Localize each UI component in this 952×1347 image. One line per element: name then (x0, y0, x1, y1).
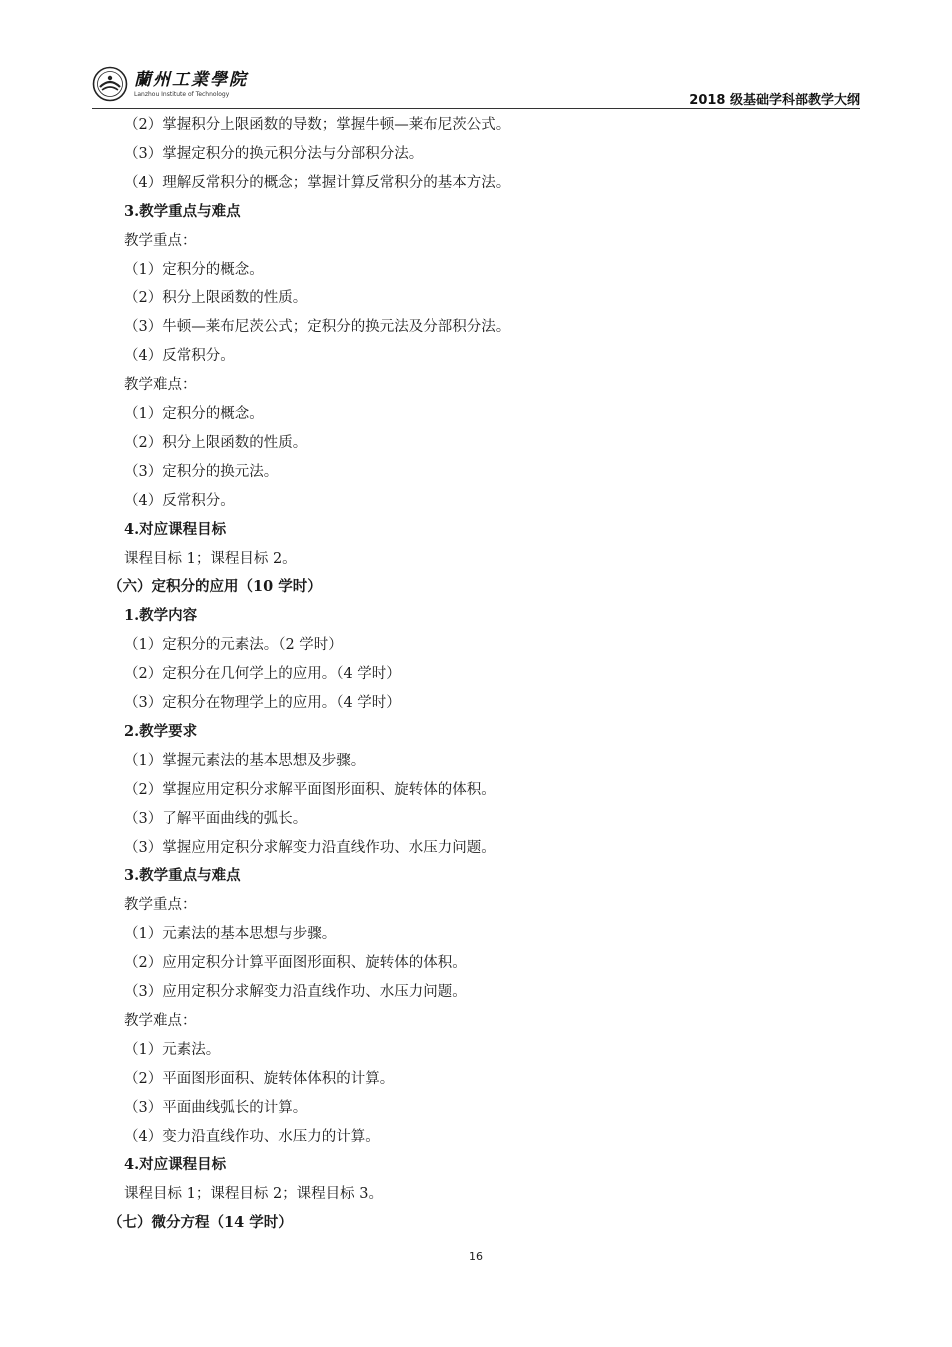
section-heading: 1.教学内容 (124, 607, 198, 624)
body-text-line: （2）积分上限函数的性质。 (124, 290, 308, 306)
section-heading: （七）微分方程（14 学时） (108, 1214, 293, 1231)
body-text-line: （4）反常积分。 (124, 348, 235, 364)
section-heading: 4.对应课程目标 (124, 521, 227, 538)
body-text-line: 教学难点： (124, 1013, 197, 1029)
body-text-line: （2）定积分在几何学上的应用。（4 学时） (124, 666, 401, 682)
body-text-line: 教学重点： (124, 897, 197, 913)
body-text-line: （1）定积分的元素法。（2 学时） (124, 637, 343, 653)
body-text-line: （2）应用定积分计算平面图形面积、旋转体的体积。 (124, 955, 467, 971)
body-text-line: （1）元素法。 (124, 1042, 221, 1058)
body-text-line: （3）平面曲线弧长的计算。 (124, 1100, 308, 1116)
body-text-line: （2）掌握应用定积分求解平面图形面积、旋转体的体积。 (124, 782, 496, 798)
section-heading: （六）定积分的应用（10 学时） (108, 578, 322, 595)
body-text-line: （4）变力沿直线作功、水压力的计算。 (124, 1129, 380, 1145)
body-text-line: （2）掌握积分上限函数的导数；掌握牛顿—莱布尼茨公式。 (124, 117, 511, 133)
body-text-line: （4）反常积分。 (124, 493, 235, 509)
body-text-line: （2）平面图形面积、旋转体体积的计算。 (124, 1071, 395, 1087)
body-text-line: 课程目标 1；课程目标 2；课程目标 3。 (124, 1186, 384, 1202)
institution-logo (92, 66, 248, 102)
body-text-line: （3）掌握应用定积分求解变力沿直线作功、水压力问题。 (124, 840, 496, 856)
header-divider (92, 108, 860, 109)
body-text-line: （3）掌握定积分的换元积分法与分部积分法。 (124, 146, 424, 162)
body-text-line: 教学难点： (124, 377, 197, 393)
logo-chinese-name: 蘭州工業學院 (134, 69, 248, 90)
emblem-icon (92, 66, 128, 102)
body-text-line: （3）定积分的换元法。 (124, 464, 279, 480)
body-text-line: （3）了解平面曲线的弧长。 (124, 811, 308, 827)
body-text-line: 课程目标 1；课程目标 2。 (124, 551, 297, 567)
body-text-line: （1）定积分的概念。 (124, 406, 264, 422)
body-text-line: （1）元素法的基本思想与步骤。 (124, 926, 337, 942)
section-heading: 3.教学重点与难点 (124, 867, 241, 884)
document-title: 2018 级基础学科部教学大纲 (689, 93, 860, 108)
page-number: 16 (469, 1250, 483, 1263)
body-text-line: （3）牛顿—莱布尼茨公式；定积分的换元法及分部积分法。 (124, 319, 511, 335)
body-text-line: （3）应用定积分求解变力沿直线作功、水压力问题。 (124, 984, 467, 1000)
body-text-line: （4）理解反常积分的概念；掌握计算反常积分的基本方法。 (124, 175, 511, 191)
section-heading: 2.教学要求 (124, 723, 198, 740)
page-header (0, 0, 952, 110)
body-text-line: （2）积分上限函数的性质。 (124, 435, 308, 451)
body-text-line: 教学重点： (124, 233, 197, 249)
section-heading: 3.教学重点与难点 (124, 203, 241, 220)
body-text-line: （3）定积分在物理学上的应用。（4 学时） (124, 695, 401, 711)
body-text-line: （1）定积分的概念。 (124, 262, 264, 278)
logo-english-name: Lanzhou Institute of Technology (134, 90, 230, 98)
body-text-line: （1）掌握元素法的基本思想及步骤。 (124, 753, 366, 769)
section-heading: 4.对应课程目标 (124, 1156, 227, 1173)
